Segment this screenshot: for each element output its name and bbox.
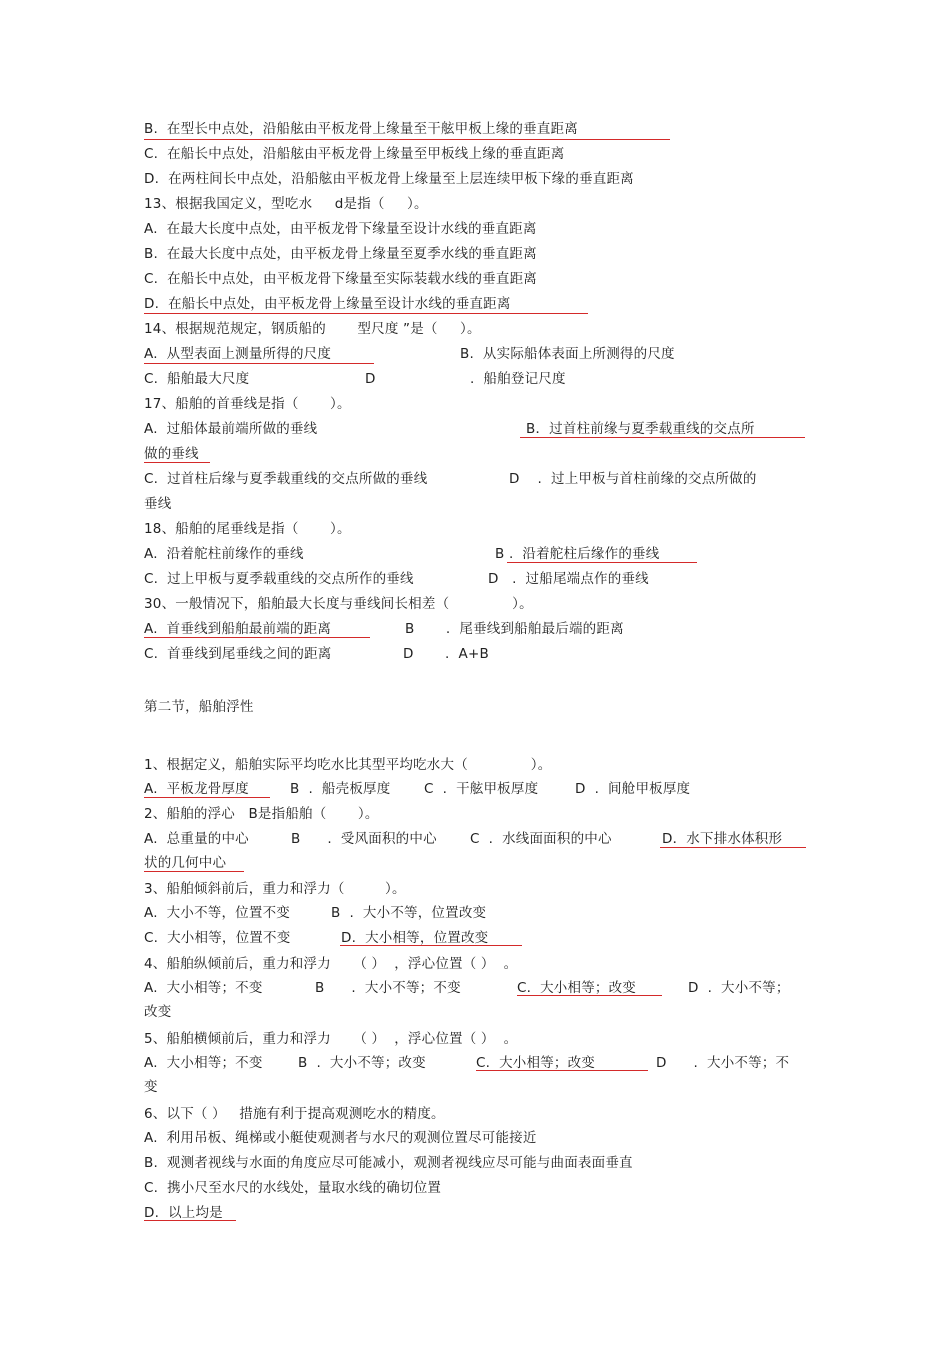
s2-q5-stem: 5、船舶横倾前后，重力和浮力 （ ） ，浮心位置（ ） 。	[144, 1031, 518, 1047]
s2-q3-option-c: C. 大小相等，位置不变	[144, 930, 291, 946]
q17-option-b-cont: 做的垂线	[144, 446, 199, 462]
answer-underline	[144, 363, 374, 364]
q13-stem: 13、根据我国定义，型吃水 d是指（ ）。	[144, 196, 428, 212]
s2-q5-option-d-cont: 变	[144, 1079, 158, 1095]
answer-underline	[144, 871, 244, 872]
q17-option-c: C. 过首柱后缘与夏季载重线的交点所做的垂线	[144, 471, 428, 487]
s2-q4-option-d-cont: 改变	[144, 1004, 172, 1020]
s2-q4-stem: 4、船舶纵倾前后，重力和浮力 （ ） ，浮心位置（ ） 。	[144, 956, 518, 972]
q30-stem: 30、一般情况下，船舶最大长度与垂线间长相差（ ）。	[144, 596, 533, 612]
q14-option-c: C. 船舶最大尺度	[144, 371, 250, 387]
answer-underline	[144, 139, 670, 140]
s2-q4-option-a: A. 大小相等；不变	[144, 980, 263, 996]
s2-q2-option-c: C . 水线面面积的中心	[470, 831, 612, 847]
q12-option-d: D. 在两柱间长中点处，沿船舷由平板龙骨上缘量至上层连续甲板下缘的垂直距离	[144, 171, 634, 187]
s2-q1-option-c: C . 干舷甲板厚度	[424, 781, 539, 797]
q13-option-c: C. 在船长中点处，由平板龙骨下缘量至实际装载水线的垂直距离	[144, 271, 537, 287]
s2-q5-option-c: C. 大小相等；改变	[476, 1055, 595, 1071]
q14-option-d-text: . 船舶登记尺度	[470, 371, 566, 387]
answer-underline	[517, 995, 662, 996]
q30-option-a: A. 首垂线到船舶最前端的距离	[144, 621, 332, 637]
q17-stem: 17、船舶的首垂线是指（ ）。	[144, 396, 351, 412]
q17-option-a: A. 过船体最前端所做的垂线	[144, 421, 318, 437]
s2-q1-option-b: B . 船壳板厚度	[290, 781, 391, 797]
q30-option-b: B . 尾垂线到船舶最后端的距离	[405, 621, 624, 637]
s2-q4-option-d: D . 大小不等；	[688, 980, 790, 996]
s2-q5-option-d: D . 大小不等；不	[656, 1055, 790, 1071]
s2-q4-option-b: B . 大小不等；不变	[315, 980, 461, 996]
answer-underline	[660, 847, 806, 848]
s2-q2-option-a: A. 总重量的中心	[144, 831, 249, 847]
s2-q6-option-c: C. 携小尺至水尺的水线处，量取水线的确切位置	[144, 1180, 442, 1196]
q30-option-c: C. 首垂线到尾垂线之间的距离	[144, 646, 332, 662]
q18-stem: 18、船舶的尾垂线是指（ ）。	[144, 521, 351, 537]
s2-q6-stem: 6、以下（ ） 措施有利于提高观测吃水的精度。	[144, 1106, 445, 1122]
q18-option-a: A. 沿着舵柱前缘作的垂线	[144, 546, 304, 562]
q14-option-d-letter: D	[365, 371, 376, 387]
s2-q1-stem: 1、根据定义，船舶实际平均吃水比其型平均吃水大（ ）。	[144, 757, 552, 773]
s2-q3-option-b: B . 大小不等，位置改变	[331, 905, 487, 921]
s2-q5-option-a: A. 大小相等；不变	[144, 1055, 263, 1071]
s2-q6-option-d: D. 以上均是	[144, 1205, 223, 1221]
q14-option-b: B. 从实际船体表面上所测得的尺度	[460, 346, 675, 362]
s2-q3-stem: 3、船舶倾斜前后，重力和浮力（ ）。	[144, 881, 406, 897]
q13-option-d: D. 在船长中点处，由平板龙骨上缘量至设计水线的垂直距离	[144, 296, 511, 312]
q12-option-b: B. 在型长中点处，沿船舷由平板龙骨上缘量至干舷甲板上缘的垂直距离	[144, 121, 578, 137]
s2-q1-option-a: A. 平板龙骨厚度	[144, 781, 249, 797]
answer-underline	[340, 945, 522, 946]
q12-option-c: C. 在船长中点处，沿船舷由平板龙骨上缘量至甲板线上缘的垂直距离	[144, 146, 565, 162]
answer-underline	[520, 437, 805, 438]
answer-underline	[476, 1070, 648, 1071]
q18-option-d: D . 过船尾端点作的垂线	[488, 571, 649, 587]
s2-q2-option-d-cont: 状的几何中心	[144, 855, 227, 871]
s2-q2-option-d: D．水下排水体积形	[662, 831, 783, 847]
answer-underline	[144, 1220, 236, 1221]
q18-option-c: C. 过上甲板与夏季载重线的交点所作的垂线	[144, 571, 414, 587]
answer-underline	[507, 562, 697, 563]
answer-underline	[144, 797, 270, 798]
q13-option-b: B. 在最大长度中点处，由平板龙骨上缘量至夏季水线的垂直距离	[144, 246, 537, 262]
s2-q6-option-b: B. 观测者视线与水面的角度应尽可能减小，观测者视线应尽可能与曲面表面垂直	[144, 1155, 633, 1171]
answer-underline	[144, 462, 210, 463]
q14-stem: 14、根据规范规定，钢质船的 型尺度 ”是（ ）。	[144, 321, 481, 337]
answer-underline	[144, 313, 588, 314]
s2-q4-option-c: C. 大小相等；改变	[517, 980, 636, 996]
q14-option-a: A. 从型表面上测量所得的尺度	[144, 346, 332, 362]
answer-underline	[144, 637, 370, 638]
q17-option-b: B．过首柱前缘与夏季载重线的交点所	[526, 421, 755, 437]
s2-q2-stem: 2、船舶的浮心 B是指船舶（ ）。	[144, 806, 379, 822]
s2-q3-option-a: A. 大小不等，位置不变	[144, 905, 290, 921]
q17-option-d-cont: 垂线	[144, 496, 172, 512]
section-heading: 第二节，船舶浮性	[144, 699, 254, 715]
q18-option-b: B . 沿着舵柱后缘作的垂线	[495, 546, 660, 562]
q17-option-d: D . 过上甲板与首柱前缘的交点所做的	[509, 471, 757, 487]
q30-option-d: D . A+B	[403, 646, 489, 662]
s2-q3-option-d: D. 大小相等，位置改变	[341, 930, 489, 946]
s2-q2-option-b: B . 受风面积的中心	[291, 831, 437, 847]
s2-q1-option-d: D . 间舱甲板厚度	[575, 781, 691, 797]
s2-q6-option-a: A. 利用吊板、绳梯或小艇使观测者与水尺的观测位置尽可能接近	[144, 1130, 537, 1146]
s2-q5-option-b: B . 大小不等；改变	[298, 1055, 426, 1071]
q13-option-a: A. 在最大长度中点处，由平板龙骨下缘量至设计水线的垂直距离	[144, 221, 537, 237]
